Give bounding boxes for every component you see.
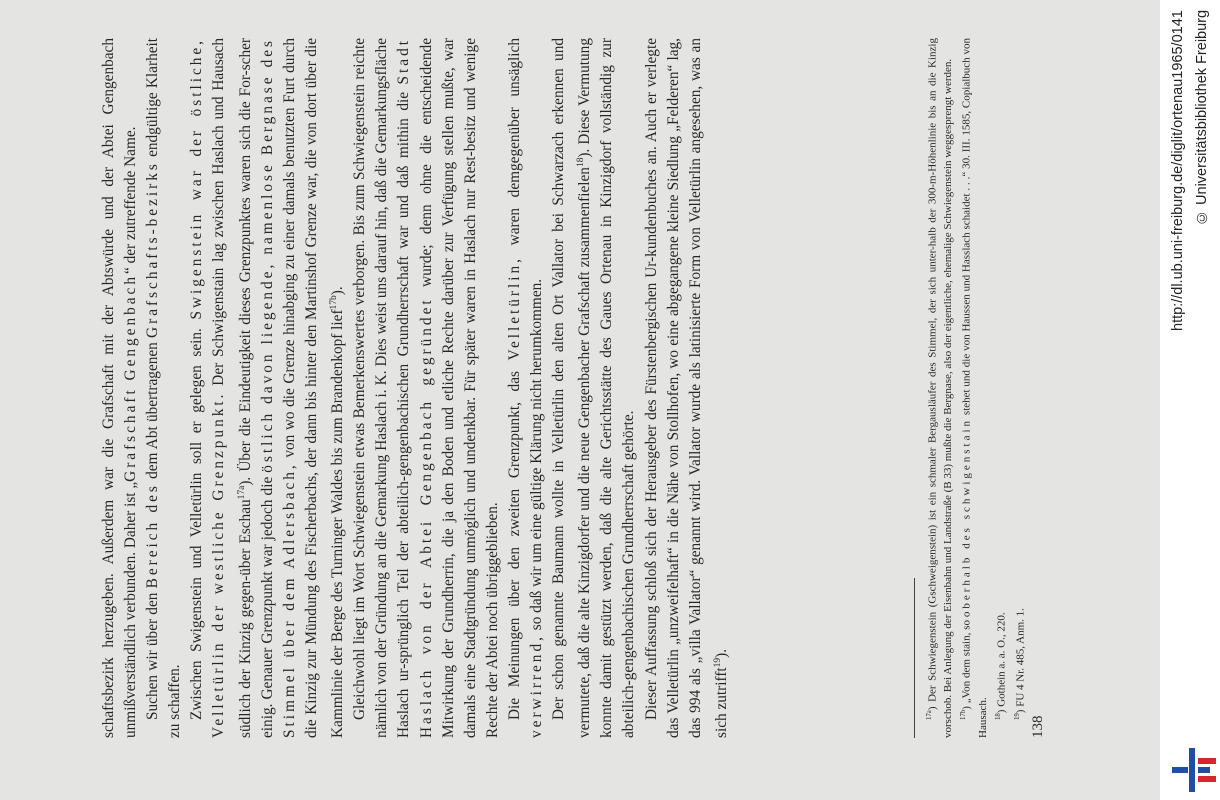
text-run: ) FU 4 Nr. 485, Anm. 1. <box>1014 608 1027 714</box>
text-run: Der schon genannte Baumann wollte in Velletürlin den alten Ort Vallator bei Schwarzach erkennen und vermutete, daß die alte Kinzigdorfer und die neue Gengenbacher Grafschaft zusammenfielen <box>550 38 594 738</box>
paragraph <box>548 38 640 738</box>
text-run: schaftsbezirk herzugeben. Außerdem war die Grafschaft mit der Abtswürde und der Abtei Gengenbach unmißverständlich verbunden. Daher ist „ <box>100 38 140 738</box>
spaced-emphasis-text: östlich davon liegende, namenlose Bergnase des Stimmel über dem Adlersbach, <box>258 38 298 738</box>
logo-bar-red-bottom <box>1198 776 1216 782</box>
footnote <box>1010 38 1029 738</box>
text-run: waren demgegenüber unsäglich <box>505 38 523 256</box>
text-run: ). Über die Eindeutigkeit dieses Grenzpunktes waren sich die For-scher einig. Genauer Grenzpunkt war jedoch die <box>236 38 276 738</box>
source-url[interactable]: http://dl.ub.uni-freiburg.de/diglit/ortenau1965/0141 <box>1170 10 1186 331</box>
logo-bar-right <box>1198 767 1210 773</box>
text-run: dem Abt übertragenen <box>144 337 162 484</box>
spaced-emphasis-text: Grafschaft Gengenbach <box>122 274 140 482</box>
paragraph <box>98 38 142 738</box>
footnote-marker: 17a <box>926 710 933 720</box>
footnote <box>922 38 956 738</box>
footnote-marker: 18 <box>576 157 587 168</box>
text-run: ). <box>712 648 730 658</box>
logo-bar-left <box>1172 767 1188 773</box>
footnote-marker: 19 <box>1014 713 1021 720</box>
text-run: stehet und die von Haussen und Hasslach schaidet . . .“ 30. III. 1585, Copialbuch von Hausach. <box>961 37 989 738</box>
spaced-emphasis-text: Stadt Haslach von der Abtei Gengenbach gegründet <box>395 38 435 738</box>
text-run: so daß wir um eine gültige Klärung nicht herumkommen. <box>527 278 545 635</box>
text-run: ) Gothein a. a. O., 220. <box>995 612 1008 714</box>
copyright-notice: © Universitätsbibliothek Freiburg <box>1194 10 1210 226</box>
text-run: Gleichwohl liegt im Wort Schwiegenstein etwas Bemerkenswertes verborgen. Bis zum Schwiegenstein reichte nämlich von der Gründung an die Gemarkung Haslach i. K. Dies weist uns darauf hin, daß die Gemarkungsfläche Haslach ur-sprünglich Teil der abteilich-gengenbachischen Grundherrschaft war und daß mithin die <box>351 38 413 738</box>
text-run: Der Schwigenstain lag zwischen Haslach und Hausach südlich der Kinzig gegen-über Eschau <box>210 38 254 738</box>
spaced-emphasis-text: Swigenstein war der östliche, Velletürlin der westliche Grenzpunkt. <box>188 38 228 738</box>
footnote <box>991 38 1010 738</box>
text-run: “ der zutreffende Name. <box>122 126 140 275</box>
text-run: Suchen wir über den <box>144 588 162 720</box>
paragraph <box>504 38 548 738</box>
footnote-marker: 19 <box>712 657 723 668</box>
text-run: ). Diese Vermutung konnte damit gestützt werden, daß die alte Gerichtsstätte des Gaues Ortenau in Kinzigdorf vollständig zur abteilich-gengenbachischen Grundherrschaft gehörte. <box>576 38 638 738</box>
spaced-emphasis-text: Bereich des <box>144 483 162 589</box>
text-run: wurde; denn ohne die entscheidende Mitwirkung der Grundherrin, die ja den Boden und etliche Rechte darüber zur Verfügung stellen mußte, war damals eine Stadtgründung unmöglich und undenkbar. Für später waren in Haslach nur Rest-besitz und wenige Rechte der Abtei noch übriggeblieben. <box>417 38 501 738</box>
text-run: ) Der Schwiegenstein (Gschweigenstein) ist ein schmaler Bergausläufer des Stimmel, der sich unter-halb der 300-m-Höhenlinie bis an die Kinzig vorschob. Bei Anlegung der Eisenbahn und Landstraße (B 33) mußte die Bergnase, also der eigentliche, ehemalige Schwiegenstein weggesprengt werden. <box>926 38 955 738</box>
spaced-emphasis-text: oberhalb des schwigenstain <box>961 417 974 618</box>
logo-bar-red-top <box>1198 758 1216 764</box>
body-text <box>98 38 733 738</box>
text-run: endgültige Klarheit zu schaffen. <box>144 37 184 738</box>
text-run: ) „Von dem stain, so <box>961 617 974 710</box>
text-run: Die Meinungen über den zweiten Grenzpunkt, das <box>505 360 523 720</box>
ub-freiburg-logo-icon <box>1172 748 1216 792</box>
text-run: Dieser Auffassung schloß sich der Herausgeber des Fürstenbergischen Ur-kundenbuches an. Auch er verlegte das Velletürlin „unzweifelhaft“ in die Nähe von Stollhofen, wo eine abgegangene kleine Siedlung „Felderen“ lag, das 994 als „villa Vallator“ genannt wird. Vallator wurde als latinisierte Form von Velletürlin angesehen, was an sich zutrifft <box>642 38 730 738</box>
footnote <box>956 38 990 738</box>
text-run: Zwischen Swigenstein und Velletürlin soll er gelegen sein. <box>188 319 206 720</box>
footnote-marker: 18 <box>994 713 1002 720</box>
page-number: 138 <box>1030 715 1046 738</box>
paragraph <box>349 38 504 738</box>
paragraph <box>142 38 186 738</box>
footnotes <box>922 38 1029 738</box>
text-run: ). <box>329 286 347 296</box>
paragraph <box>186 38 349 738</box>
spaced-emphasis-text: verwirrend, <box>527 634 545 738</box>
logo-bar-vertical <box>1189 748 1195 792</box>
footnote-divider <box>914 578 915 738</box>
footnote-marker: 17a <box>236 485 247 500</box>
footnote-marker: 17b <box>960 709 968 720</box>
paragraph <box>641 38 733 738</box>
spaced-emphasis-text: Velletürlin, <box>505 256 523 361</box>
spaced-emphasis-text: Grafschafts-bezirks <box>144 161 162 338</box>
text-run: von wo die Grenze hinabging zu einer damals benutzten Furt durch die Kinzig zur Mündung des Fischerbachs, der dann bis hinter den Martinshof Grenze war, die von dort über die Kammlinie der Berge des Turninger Waldes bis zum Brandenkopf lief <box>280 38 347 738</box>
footnote-marker: 17b <box>329 295 340 310</box>
